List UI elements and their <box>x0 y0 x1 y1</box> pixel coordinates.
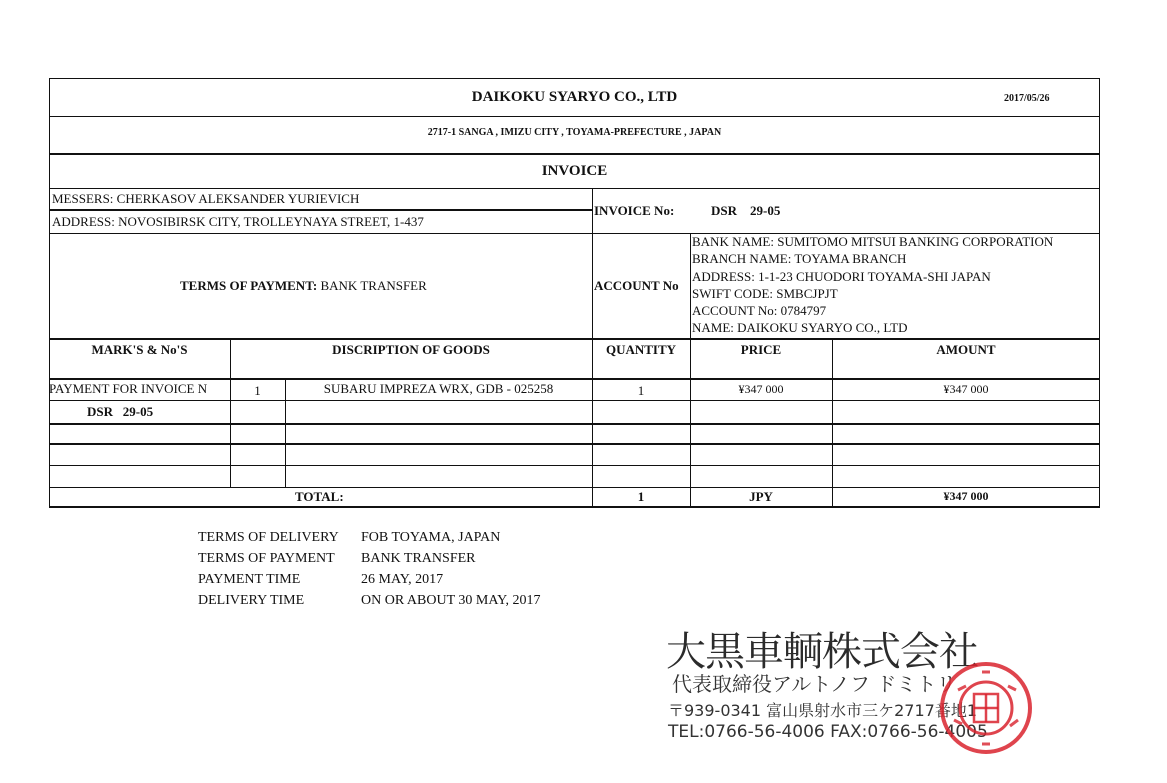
item-description: SUBARU IMPREZA WRX, GDB - 025258 <box>323 381 554 396</box>
terms-of-payment <box>180 279 427 292</box>
stamp-tel-fax: TEL:0766-56-4006 FAX:0766-56-4005 <box>668 722 988 742</box>
rule <box>49 465 1100 466</box>
rule <box>49 209 593 211</box>
terms-value: ON OR ABOUT 30 MAY, 2017 <box>361 593 541 608</box>
terms-label: TERMS OF PAYMENT <box>198 551 335 566</box>
invoice-date: 2017/05/26 <box>1004 93 1050 104</box>
terms-value: BANK TRANSFER <box>361 551 476 566</box>
item-amount: ¥347 000 <box>943 382 989 396</box>
invoice-no-value: DSR 29-05 <box>711 203 781 218</box>
bank-name: BANK NAME: SUMITOMO MITSUI BANKING CORPORATION <box>692 234 1054 249</box>
terms-of-payment-value: BANK TRANSFER <box>320 278 427 293</box>
bank-address: ADDRESS: 1-1-23 CHUODORI TOYAMA-SHI JAPAN <box>692 269 991 284</box>
rule <box>49 78 1100 79</box>
rule <box>832 338 833 508</box>
rule <box>49 378 1100 380</box>
invoice-no-label: INVOICE No: <box>594 203 675 218</box>
company-seal-icon <box>938 660 1034 756</box>
account-no-label: ACCOUNT No <box>594 278 679 293</box>
rule <box>49 423 1100 425</box>
document-title: INVOICE <box>541 163 608 179</box>
swift-code: SWIFT CODE: SMBCJPJT <box>692 286 838 301</box>
header-quantity: QUANTITY <box>605 342 677 357</box>
buyer-address: ADDRESS: NOVOSIBIRSK CITY, TROLLEYNAYA STREET, 1-437 <box>52 214 424 229</box>
invoice-table <box>49 78 1100 508</box>
total-label: TOTAL: <box>295 489 344 504</box>
rule <box>49 506 1100 508</box>
terms-label: TERMS OF DELIVERY <box>198 530 339 545</box>
rule <box>49 400 1100 401</box>
terms-of-payment-label: TERMS OF PAYMENT: <box>180 278 318 293</box>
terms-value: FOB TOYAMA, JAPAN <box>361 530 501 545</box>
header-amount: AMOUNT <box>936 342 996 357</box>
item-quantity: 1 <box>637 383 645 398</box>
rule <box>49 153 1100 155</box>
rule <box>49 188 1100 189</box>
rule <box>230 338 231 487</box>
terms-value: 26 MAY, 2017 <box>361 572 444 587</box>
stamp-representative: 代表取締役アルトノフ ドミトリ <box>672 672 957 696</box>
bank-details <box>692 235 1099 337</box>
total-amount: ¥347 000 <box>943 489 989 503</box>
rule <box>49 487 1100 488</box>
terms-label: DELIVERY TIME <box>198 593 305 608</box>
header-price: PRICE <box>740 342 782 357</box>
account-name: NAME: DAIKOKU SYARYO CO., LTD <box>692 320 908 335</box>
rule <box>49 443 1100 445</box>
item-mark-ref: DSR 29-05 <box>87 404 154 419</box>
header-marks: MARK'S & No'S <box>91 342 188 357</box>
total-currency: JPY <box>749 489 773 504</box>
stamp-company-name: 大黒車輌株式会社 <box>666 629 978 675</box>
rule <box>1099 78 1100 508</box>
company-name: DAIKOKU SYARYO CO., LTD <box>471 89 678 105</box>
total-quantity: 1 <box>637 489 645 504</box>
branch-name: BRANCH NAME: TOYAMA BRANCH <box>692 251 907 266</box>
item-no: 1 <box>254 383 261 398</box>
rule <box>49 338 1100 340</box>
item-mark: PAYMENT FOR INVOICE N <box>49 381 208 396</box>
stamp-address: 〒939-0341 富山県射水市三ケ2717番地1 <box>668 701 978 720</box>
rule <box>49 116 1100 117</box>
company-address: 2717-1 SANGA , IMIZU CITY , TOYAMA-PREFECTURE , JAPAN <box>427 127 722 138</box>
rule <box>690 233 691 508</box>
item-price: ¥347 000 <box>738 382 784 396</box>
rule <box>49 78 50 508</box>
terms-label: PAYMENT TIME <box>198 572 301 587</box>
buyer-messers: MESSERS: CHERKASOV ALEKSANDER YURIEVICH <box>52 191 360 206</box>
account-number: ACCOUNT No: 0784797 <box>692 303 827 318</box>
header-description: DISCRIPTION OF GOODS <box>332 342 490 357</box>
